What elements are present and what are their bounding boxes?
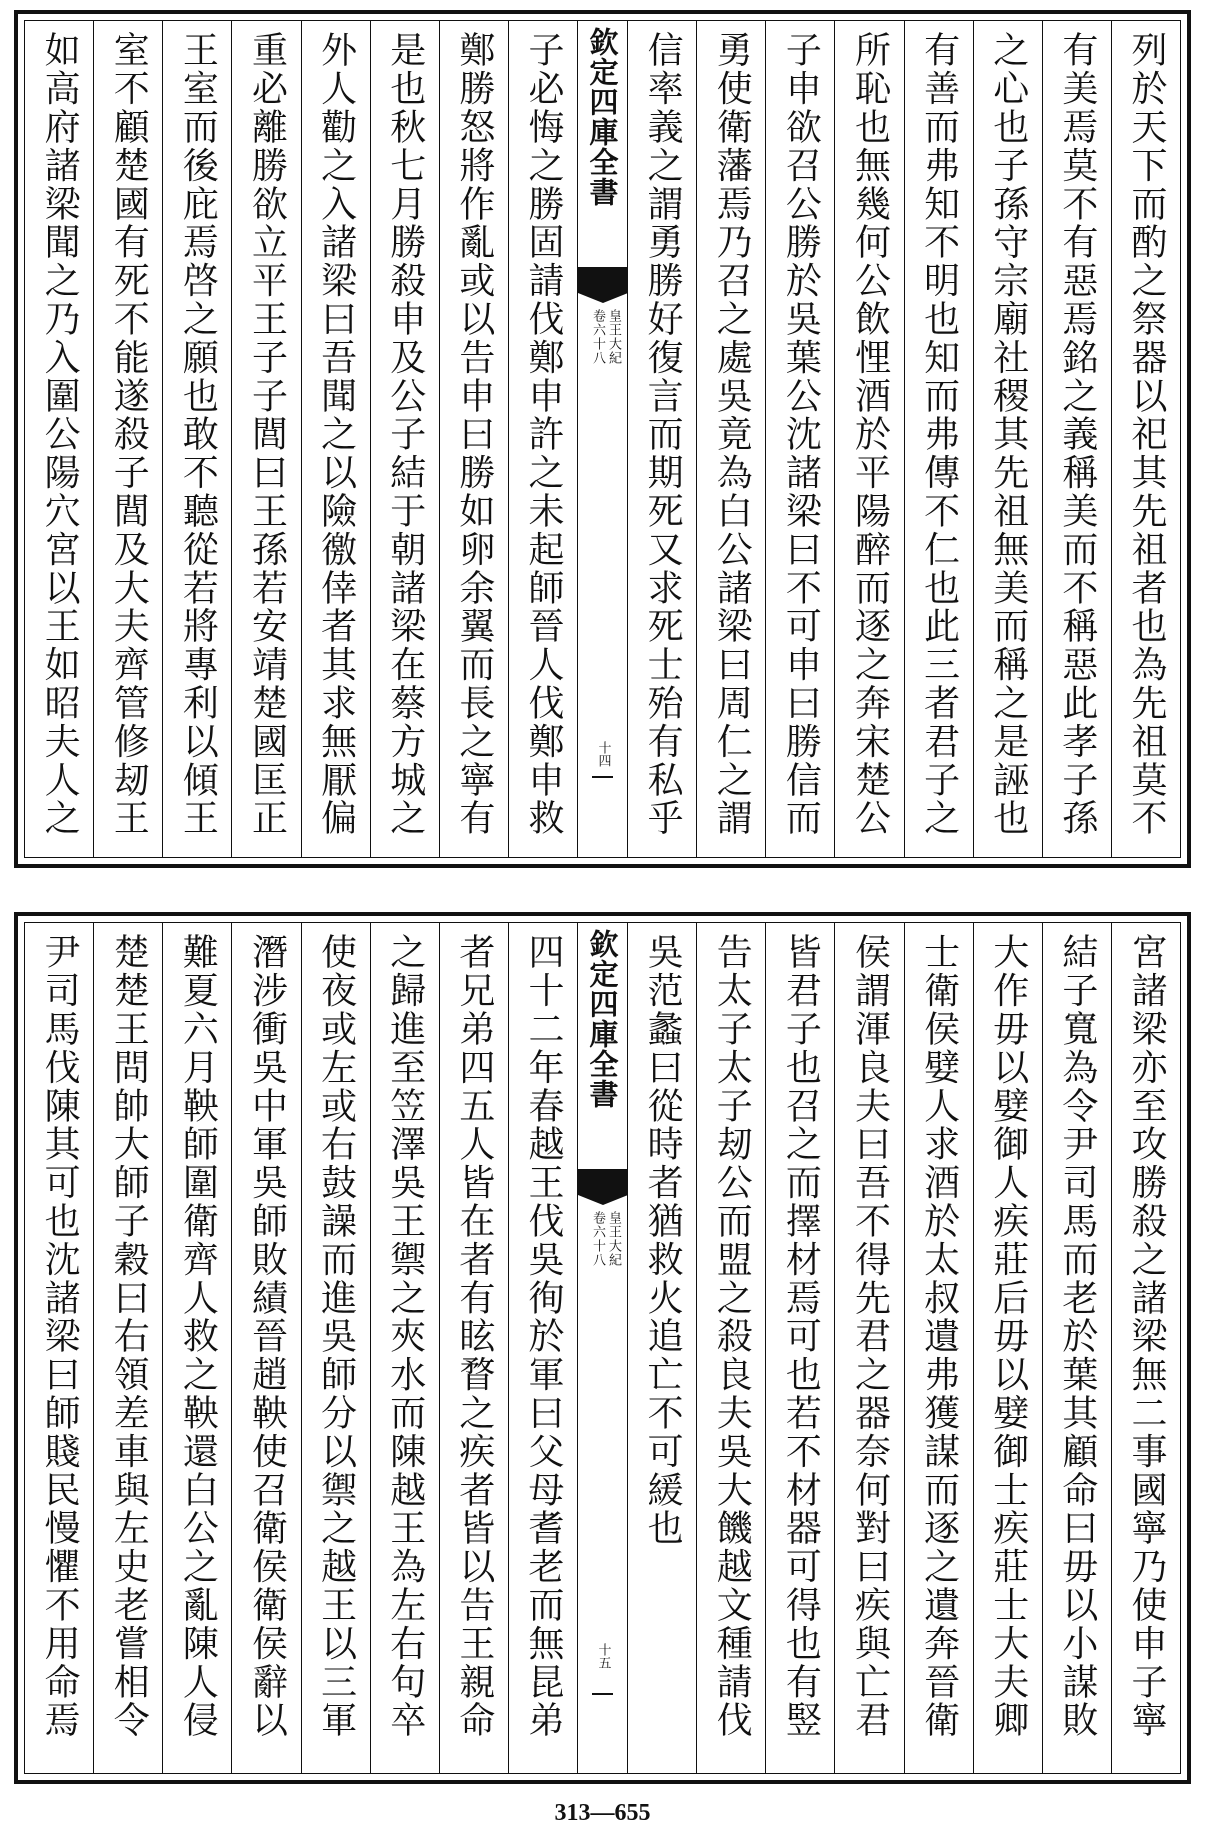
text-column: 侯謂渾良夫曰吾不得先君之器奈何對曰疾與亡君: [834, 923, 903, 1773]
volume-number: 卷六十八: [590, 309, 605, 365]
text-column: 王室而後庇焉啓之願也敢不聽從若將專利以傾王: [162, 21, 231, 857]
page-upper-frame: [24, 20, 1181, 858]
text-column: 之心也子孫守宗廟社稷其先祖無美而稱之是誣也: [973, 21, 1042, 857]
text-column: 子必悔之勝固請伐鄭申許之未起師晉人伐鄭申救: [508, 21, 577, 857]
text-column: 列於天下而酌之祭器以祀其先祖者也為先祖莫不: [1111, 21, 1180, 857]
gutter-tick: [592, 776, 613, 778]
text-column: 尹司馬伐陳其可也沈諸梁曰師賤民慢懼不用命焉: [39, 933, 81, 1740]
text-column: 者兄弟四五人皆在者有眩瞀之疾者皆以告王親命: [439, 923, 508, 1773]
text-column: 吳范蠡曰從時者猶救火追亡不可緩也: [627, 923, 696, 1773]
page-number: 十五: [595, 1643, 611, 1669]
volume-number: 卷六十八: [590, 1211, 605, 1267]
gutter-tick: [592, 1693, 613, 1695]
page-number: 十四: [595, 741, 611, 767]
text-column: 宮諸梁亦至攻勝殺之諸梁無二事國寧乃使申子寧: [1111, 923, 1180, 1773]
text-column: 結子寬為令尹司馬而老於葉其顧命曰毋以小謀敗: [1042, 923, 1111, 1773]
text-column: 四十二年春越王伐吳徇於軍曰父母耆老而無昆弟: [508, 923, 577, 1773]
text-column: 勇使衛藩焉乃召之處吳竟為白公諸梁曰周仁之謂: [696, 21, 765, 857]
chapter-title: 皇王大紀: [606, 309, 621, 365]
book-title: 欽定四庫全書: [585, 929, 620, 1109]
text-column: 鄭勝怒將作亂或以告申曰勝如卵余翼而長之寧有: [439, 21, 508, 857]
text-column: 大作毋以嬖御人疾莊后毋以嬖御士疾莊士大夫卿: [973, 923, 1042, 1773]
book-title: 欽定四庫全書: [585, 27, 620, 207]
text-column: 所恥也無幾何公飲悝酒於平陽醉而逐之奔宋楚公: [834, 21, 903, 857]
text-column: 難夏六月鞅師圍衛齊人救之鞅還白公之亂陳人侵: [162, 923, 231, 1773]
text-column: 皆君子也召之而擇材焉可也若不材器可得也有竪: [765, 923, 834, 1773]
page-lower: [14, 912, 1191, 1784]
text-column: 之歸進至笠澤吳王禦之夾水而陳越王為左右句卒: [370, 923, 439, 1773]
text-column: 信率義之謂勇勝好復言而期死又求死士殆有私乎: [627, 21, 696, 857]
text-column: 潛涉衝吳中軍吳師敗績晉趙鞅使召衛侯衛侯辭以: [231, 923, 300, 1773]
fish-tail-mark: [578, 1169, 627, 1195]
text-column: 重必離勝欲立平王子子閭曰王孫若安靖楚國匡正: [231, 21, 300, 857]
page-footer-number: 313—655: [554, 1800, 651, 1826]
text-column: 使夜或左或右鼓譟而進吳師分以禦之越王以三軍: [301, 923, 370, 1773]
text-column: 士衛侯嬖人求酒於太叔遺弗獲謀而逐之遺奔晉衛: [904, 923, 973, 1773]
text-column: 是也秋七月勝殺申及公子結于朝諸梁在蔡方城之: [370, 21, 439, 857]
center-gutter: [577, 21, 627, 857]
text-column: 子申欲召公勝於吳葉公沈諸梁曰不可申曰勝信而: [765, 21, 834, 857]
fish-tail-mark: [578, 267, 627, 293]
text-column: 告太子太子刼公而盟之殺良夫吳大饑越文種請伐: [696, 923, 765, 1773]
text-column: 有美焉莫不有惡焉銘之義稱美而不稱惡此孝子孫: [1042, 21, 1111, 857]
text-column: 楚楚王問帥大師子穀曰右領差車與左史老嘗相令: [93, 923, 162, 1773]
page-lower-frame: [24, 922, 1181, 1774]
center-gutter: [577, 923, 627, 1773]
chapter-title: 皇王大紀: [606, 1211, 621, 1267]
text-column: 有善而弗知不明也知而弗傳不仁也此三者君子之: [904, 21, 973, 857]
page-upper: [14, 10, 1191, 868]
text-column: 外人勸之入諸梁曰吾聞之以險徼倖者其求無厭偏: [301, 21, 370, 857]
text-column: 如高府諸梁聞之乃入圍公陽穴宮以王如昭夫人之: [39, 31, 81, 838]
text-column: 室不顧楚國有死不能遂殺子閭及大夫齊管修刼王: [93, 21, 162, 857]
